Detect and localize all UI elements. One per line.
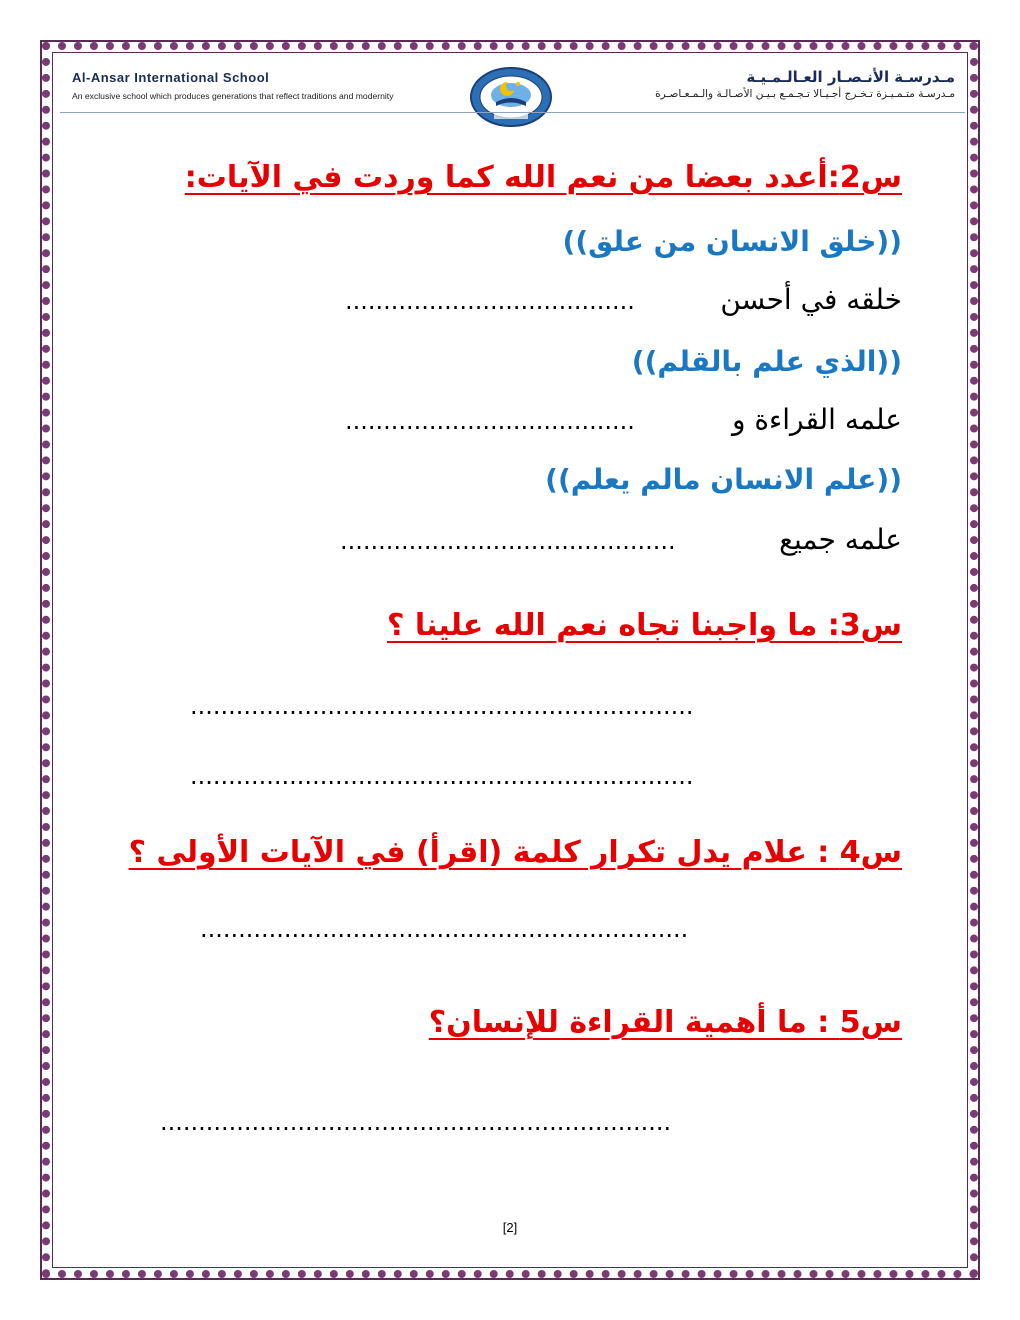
verse-3: ((علم الانسان مالم يعلم)) xyxy=(545,463,902,496)
school-logo-icon xyxy=(468,66,554,128)
fill-line-2: علمه القراءة و xyxy=(731,403,902,436)
school-motto-arabic: مـدرسـة متـمـيـزة تـخـرج أجـيـالا تـجـمـع بـيـن الأصـالـة والـمـعـاصـرة xyxy=(655,88,955,100)
header-divider xyxy=(60,112,965,113)
fill-line-1: خلقه في أحسن xyxy=(720,283,902,316)
page-number: [2] xyxy=(502,1220,518,1235)
question-4: س4 : علام يدل تكرار كلمة (اقرأ) في الآيات الأولى ؟ xyxy=(128,835,902,870)
school-motto-english: An exclusive school which produces generations that reflect traditions and modernity xyxy=(72,91,394,101)
answer-blank-1[interactable]: ...................................... xyxy=(345,287,635,315)
verse-1: ((خلق الانسان من علق)) xyxy=(562,225,902,258)
fill-line-3: علمه جميع xyxy=(779,523,902,556)
answer-line-q5[interactable]: ................................................................... xyxy=(160,1108,672,1136)
header-english xyxy=(72,70,394,101)
answer-line-q4[interactable]: ................................................................ xyxy=(200,915,689,943)
question-2: س2:أعدد بعضا من نعم الله كما وردت في الآيات: xyxy=(184,160,902,195)
answer-blank-3[interactable]: ............................................ xyxy=(340,527,676,555)
school-name-english: Al-Ansar International School xyxy=(72,70,270,85)
question-3: س3: ما واجبنا تجاه نعم الله علينا ؟ xyxy=(386,608,902,643)
question-5: س5 : ما أهمية القراءة للإنسان؟ xyxy=(428,1005,902,1040)
answer-line-q3-1[interactable]: .................................................................. xyxy=(190,692,694,720)
verse-2: ((الذي علم بالقلم)) xyxy=(631,345,902,378)
answer-line-q3-2[interactable]: .................................................................. xyxy=(190,762,694,790)
school-name-arabic: مـدرسـة الأنـصـار العـالـمـيـة xyxy=(746,68,955,86)
answer-blank-2[interactable]: ...................................... xyxy=(345,407,635,435)
header-arabic xyxy=(655,68,955,100)
